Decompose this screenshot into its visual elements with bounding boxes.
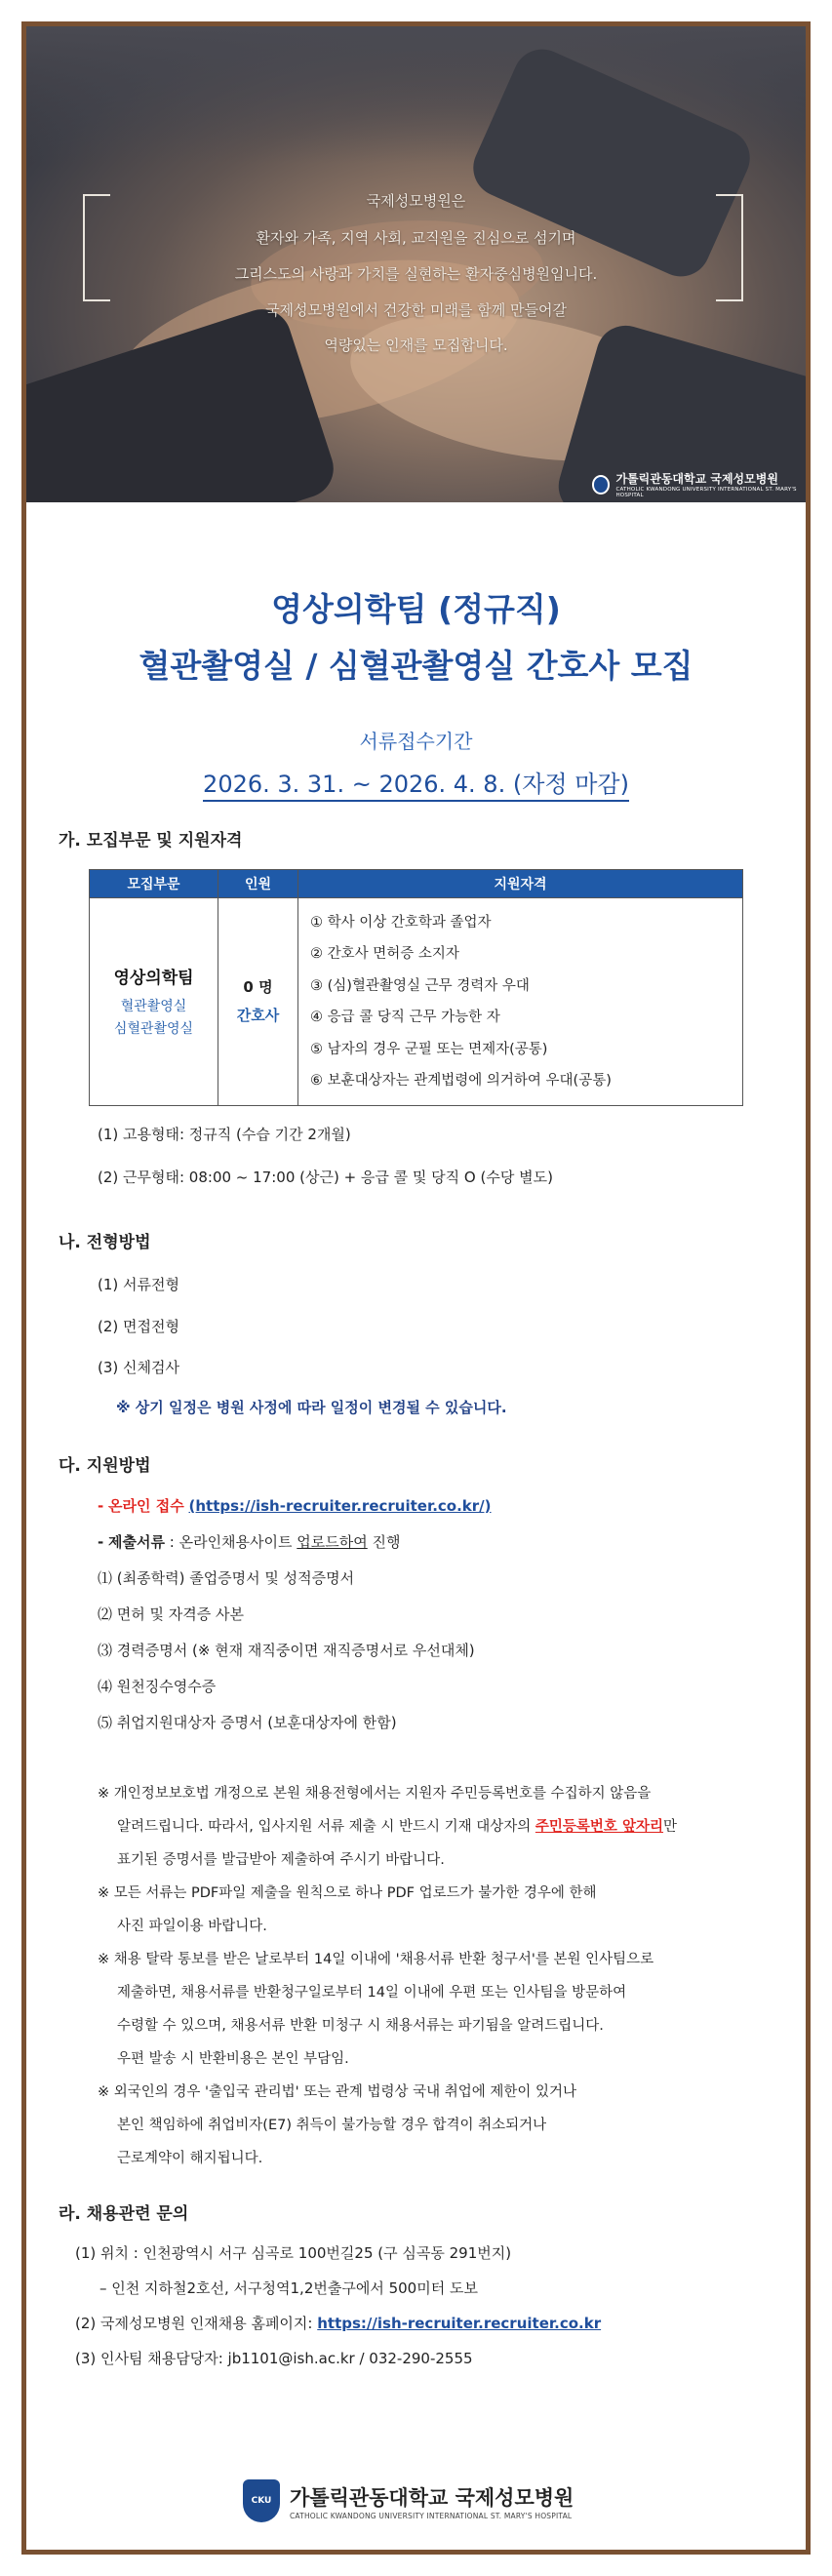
qualification-item: ③ (심)혈관촬영실 근무 경력자 우대 bbox=[310, 977, 530, 994]
employment-type: (1) 고용형태: 정규직 (수습 기간 2개월) bbox=[98, 1126, 351, 1143]
selection-step: (2) 면접전형 bbox=[98, 1318, 179, 1335]
selection-step: (1) 서류전형 bbox=[98, 1276, 179, 1293]
requirements-table bbox=[89, 869, 743, 1106]
document-item: ⑸ 취업지원대상자 증명서 (보훈대상자에 한함) bbox=[98, 1714, 397, 1731]
homepage-link[interactable]: https://ish-recruiter.recruiter.co.kr bbox=[317, 2315, 602, 2332]
hero-banner bbox=[26, 26, 806, 502]
intro-line: 환자와 가족, 지역 사회, 교직원을 진심으로 섬기며 bbox=[256, 229, 576, 247]
remark-line: 사진 파일이용 바랍니다. bbox=[117, 1919, 267, 1934]
hero-logo: 가톨릭관동대학교 국제성모병원 CATHOLIC KWANDONG UNIVERSITY INTERNATIONAL ST. MARY'S HOSPITAL bbox=[592, 470, 806, 498]
table-header: 인원 bbox=[218, 870, 298, 898]
remark-line: 근로계약이 해지됩니다. bbox=[117, 2151, 263, 2166]
document-item: ⑵ 면허 및 자격증 사본 bbox=[98, 1605, 244, 1623]
intro-line: 역량있는 인재를 모집합니다. bbox=[324, 337, 508, 354]
intro-line: 국제성모병원에서 건강한 미래를 함께 만들어갈 bbox=[265, 301, 567, 319]
headcount-cell: 0 명 간호사 bbox=[218, 898, 298, 1106]
documents-line: - 제출서류 : 온라인채용사이트 업로드하여 진행 bbox=[98, 1533, 401, 1551]
location-detail: – 인천 지하철2호선, 서구청역1,2번출구에서 500미터 도보 bbox=[99, 2279, 478, 2297]
intro-line: 그리스도의 사랑과 가치를 실현하는 환자중심병원입니다. bbox=[234, 265, 598, 283]
remark-line: 표기된 증명서를 발급받아 제출하여 주시기 바랍니다. bbox=[117, 1852, 445, 1868]
qualification-item: ④ 응급 콜 당직 근무 가능한 자 bbox=[310, 1010, 500, 1025]
period-label: 서류접수기간 bbox=[359, 730, 473, 753]
schedule-notice: ※ 상기 일정은 병원 사정에 따라 일정이 변경될 수 있습니다. bbox=[116, 1399, 507, 1416]
remark-line: 알려드립니다. 따라서, 입사지원 서류 제출 시 반드시 기재 대상자의 주민등록번호 앞자리만 bbox=[117, 1819, 678, 1835]
qualification-item: ⑥ 보훈대상자는 관계법령에 의거하여 우대(공통) bbox=[310, 1073, 612, 1089]
location-line: (1) 위치 : 인천광역시 서구 심곡로 100번길25 (구 심곡동 291번지) bbox=[75, 2244, 512, 2262]
period-value: 2026. 3. 31. ~ 2026. 4. 8. (자정 마감) bbox=[26, 765, 806, 799]
remark-line: ※ 채용 탈락 통보를 받은 날로부터 14일 이내에 '채용서류 반환 청구서'를 본원 인사팀으로 bbox=[98, 1952, 654, 1967]
work-hours: (2) 근무형태: 08:00 ~ 17:00 (상근) + 응급 콜 및 당직 O (수당 별도) bbox=[98, 1169, 553, 1186]
headline-team: 영상의학팀 (정규직) bbox=[271, 590, 561, 628]
section-heading: 가. 모집부문 및 지원자격 bbox=[59, 831, 243, 851]
remark-line: ※ 외국인의 경우 '출입국 관리법' 또는 관계 법령상 국내 취업에 제한이 있거나 bbox=[98, 2084, 577, 2100]
contact-line: (3) 인사팀 채용담당자: jb1101@ish.ac.kr / 032-290-2555 bbox=[75, 2350, 473, 2367]
remark-line: 제출하면, 채용서류를 반환청구일로부터 14일 이내에 우편 또는 인사팀을 방문하여 bbox=[117, 1985, 627, 2001]
hospital-seal-icon bbox=[592, 475, 610, 495]
hospital-seal-icon: CKU bbox=[243, 2479, 280, 2522]
remark-line: ※ 개인정보보호법 개정으로 본원 채용전형에서는 지원자 주민등록번호를 수집하지 않음을 bbox=[98, 1786, 652, 1802]
qualifications-cell bbox=[298, 898, 743, 1106]
footer-logo: CKU 가톨릭관동대학교 국제성모병원 CATHOLIC KWANDONG UNIVERSITY INTERNATIONAL ST. MARY'S HOSPITAL bbox=[243, 2479, 574, 2522]
selection-step: (3) 신체검사 bbox=[98, 1359, 179, 1376]
headline-position: 혈관촬영실 / 심혈관촬영실 간호사 모집 bbox=[139, 647, 693, 685]
intro-line: 국제성모병원은 bbox=[366, 192, 466, 210]
table-header: 지원자격 bbox=[298, 870, 743, 898]
document-item: ⑶ 경력증명서 (※ 현재 재직중이면 재직증명서로 우선대체) bbox=[98, 1642, 475, 1659]
remark-line: 우편 발송 시 반환비용은 본인 부담임. bbox=[117, 2051, 349, 2067]
section-heading: 다. 지원방법 bbox=[59, 1456, 151, 1476]
apply-site-link[interactable]: (https://ish-recruiter.recruiter.co.kr/) bbox=[188, 1497, 492, 1515]
qualification-item: ① 학사 이상 간호학과 졸업자 bbox=[310, 914, 492, 931]
poster-frame bbox=[21, 21, 811, 2555]
section-heading: 라. 채용관련 문의 bbox=[59, 2204, 189, 2224]
qualification-item: ⑤ 남자의 경우 군필 또는 면제자(공통) bbox=[310, 1041, 548, 1057]
remark-line: 수령할 수 있으며, 채용서류 반환 미청구 시 채용서류는 파기됨을 알려드립니다. bbox=[117, 2018, 604, 2034]
department-cell: 영상의학팀 혈관촬영실 심혈관촬영실 bbox=[90, 898, 218, 1106]
homepage-line: (2) 국제성모병원 인재채용 홈페이지: https://ish-recruiter.recruiter.co.kr bbox=[75, 2315, 602, 2332]
document-item: ⑷ 원천징수영수증 bbox=[98, 1678, 217, 1695]
section-heading: 나. 전형방법 bbox=[59, 1233, 151, 1252]
qualification-item: ② 간호사 면허증 소지자 bbox=[310, 946, 459, 962]
online-apply-line: - 온라인 접수 (https://ish-recruiter.recruiter.co.kr/) bbox=[98, 1497, 492, 1515]
remark-line: 본인 책임하에 취업비자(E7) 취득이 불가능할 경우 합격이 취소되거나 bbox=[117, 2118, 547, 2133]
remark-line: ※ 모든 서류는 PDF파일 제출을 원칙으로 하나 PDF 업로드가 불가한 경우에 한해 bbox=[98, 1885, 597, 1901]
table-header: 모집부문 bbox=[90, 870, 218, 898]
document-item: ⑴ (최종학력) 졸업증명서 및 성적증명서 bbox=[98, 1569, 355, 1587]
